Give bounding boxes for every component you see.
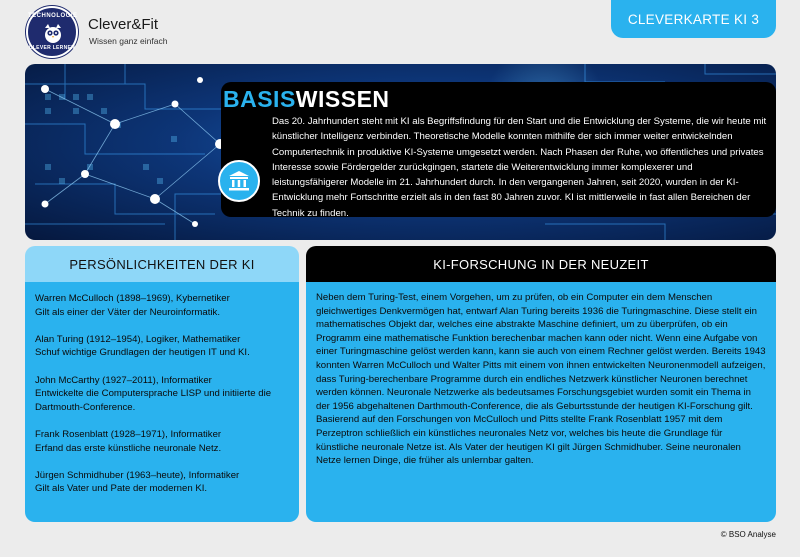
person-desc: Gilt als einer der Väter der Neuroinformatik.: [35, 306, 221, 318]
persons-heading: PERSÖNLICHKEITEN DER KI: [25, 246, 299, 282]
person-name: Alan Turing (1912–1954), Logiker, Mathematiker: [35, 333, 241, 345]
brand-tagline: Wissen ganz einfach: [89, 36, 168, 46]
basis-heading-part2: WISSEN: [295, 86, 390, 112]
person-item: [35, 333, 291, 360]
person-desc: Erfand das erste künstliche neuronale Netz.: [35, 442, 222, 454]
owl-icon: [42, 22, 64, 44]
logo-text-bottom: CLEVER LERNEN: [28, 45, 76, 51]
person-name: Jürgen Schmidhuber (1963–heute), Informatiker: [35, 469, 240, 481]
basis-heading-part1: BASIS: [223, 86, 296, 112]
brand-logo: [26, 6, 78, 58]
person-item: [35, 292, 291, 319]
person-item: [35, 428, 291, 455]
person-name: Warren McCulloch (1898–1969), Kybernetiker: [35, 293, 230, 304]
persons-panel: [25, 282, 299, 522]
bank-icon: [218, 160, 260, 202]
copyright: © BSO Analyse: [720, 530, 776, 539]
research-heading: KI-FORSCHUNG IN DER NEUZEIT: [306, 246, 776, 282]
basis-heading: [223, 86, 390, 112]
person-item: [35, 374, 291, 415]
person-item: [35, 469, 291, 496]
person-name: Frank Rosenblatt (1928–1971), Informatiker: [35, 428, 222, 440]
research-paragraph: Neben dem Turing-Test, einem Vorgehen, um zu prüfen, ob ein Computer ein dem Menschen gleichwertiges Denkvermögen hat, entwarf Alan Turing bereits 1936 die Turingmaschine. Diese stellt ein mathematisches Objekt dar, welches eine abstrakte Maschine definiert, um zu überprüfen, ob ein Programm eine mathematische Funktion berechenbar machen kann oder nicht. Wenn eine Aufgabe von einer Turingmaschine gelöst werden kann, kann sie auch von einem Rechner gelöst werden. Bereits 1943 konnten Warren McCulloch und Walter Pitts mit einem von ihnen entwickelten Neuronenmodell aufzeigen, dass Turing-berechenbare Programme durch ein endliches Netzwerk künstlicher Neuronen berechnet werden können. Neuronale Netzwerke als bedeutsames Forschungsgebiet wurden somit ein Thema in der 1956 abgehaltenen Darthmouth-Conference, die als Geburtsstunde der heutigen KI-Forschung gilt. Basierend auf den Forschungen von McCulloch und Pitts stellte Frank Rosenblatt 1957 mit dem Perzeptron schließlich ein künstliches neuronales Netz vor, welches bis heute die Grundlage für künstliche neuronale Netze ist. Als Vater der heutigen KI gilt Jürgen Schmidhuber. Seine neuronalen Netze lernen Dinge, die früher als unlernbar galten.: [316, 292, 766, 467]
logo-text-top: TECHNOLOGIE: [28, 13, 78, 19]
person-desc: Entwickelte die Computersprache LISP und initiierte die Dartmouth-Conference.: [35, 388, 272, 413]
card-label: CLEVERKARTE KI 3: [611, 0, 776, 38]
person-name: John McCarthy (1927–2011), Informatiker: [35, 374, 212, 386]
person-desc: Schuf wichtige Grundlagen der heutigen IT und KI.: [35, 347, 250, 359]
research-panel: [306, 282, 776, 522]
person-desc: Gilt als Vater und Pate der modernen KI.: [35, 483, 208, 495]
basis-paragraph: Das 20. Jahrhundert steht mit KI als Begriffsfindung für den Start und die Entwicklung der Systeme, die wir heute mit künstlicher Intelligenz verbinden. Theoretische Modelle konnten mithilfe der sich immer weiter entwickelnden Computertechnik in produktive KI-Systeme umgesetzt werden. Nach Phasen der Ruhe, wo öffentliches und privates Interesse sowie Fördergelder zurückgingen, startete die Weiterentwicklung immer komplexerer und leistungsfähigerer Modelle im 21. Jahrhundert durch. In den vergangenen Jahren, seit 2020, wurden in der KI-Entwicklung mehr Fortschritte erzielt als in den fast 80 Jahren zuvor. KI ist mittlerweile in fast allen Bereichen der Technik zu finden.: [272, 116, 767, 219]
brand-name: Clever&Fit: [88, 16, 159, 33]
